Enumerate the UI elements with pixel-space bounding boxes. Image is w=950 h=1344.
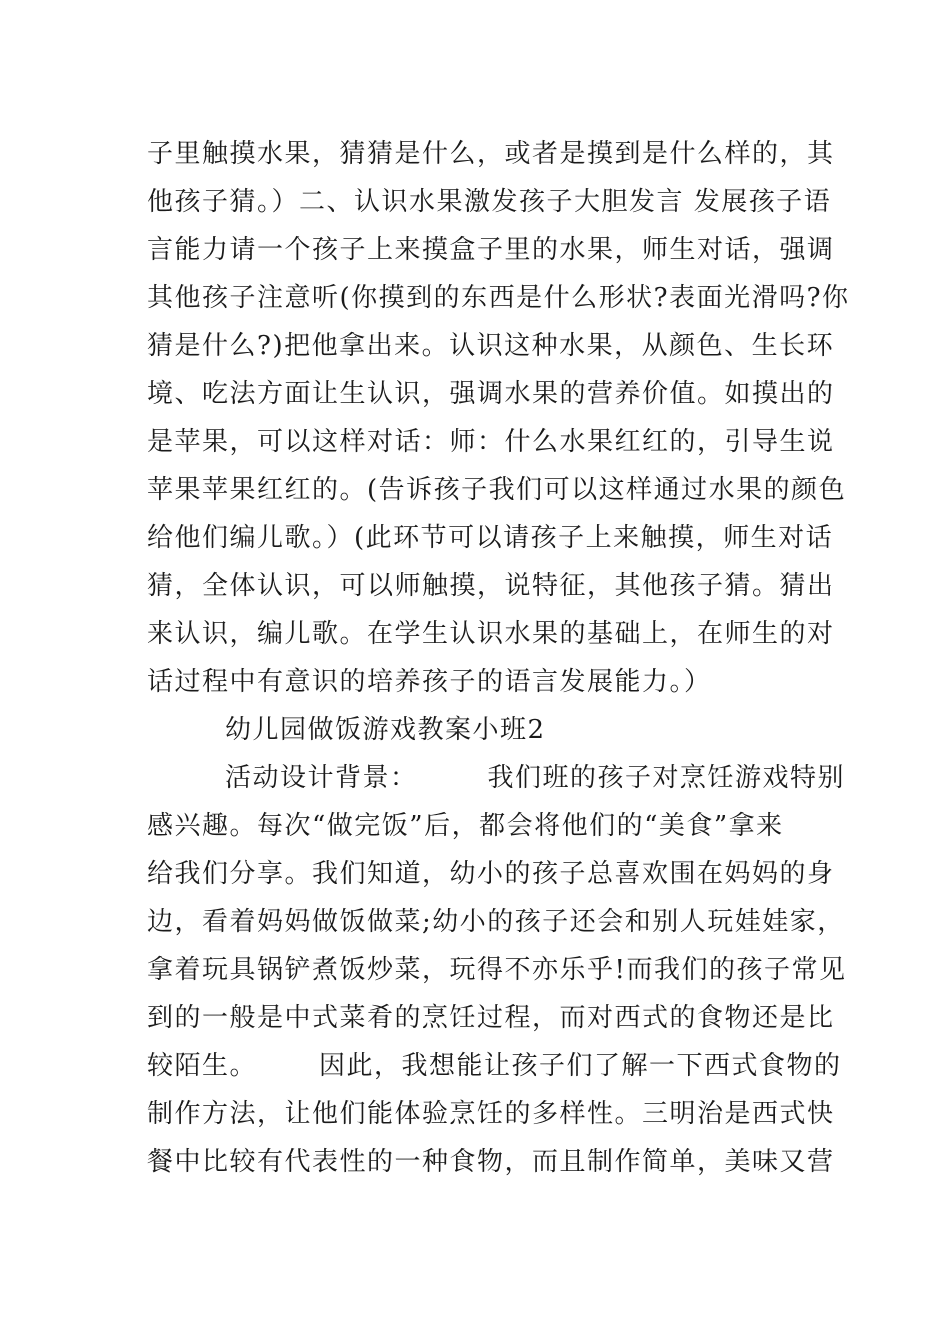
background-line (147, 754, 846, 802)
text-line: 拿着玩具锅铲煮饭炒菜，玩得不亦乐乎!而我们的孩子常见 (147, 955, 847, 985)
text-line: 制作方法，让他们能体验烹饪的多样性。三明治是西式快 (147, 1099, 835, 1129)
text-line: 餐中比较有代表性的一种食物，而且制作简单，美味又营 (147, 1147, 835, 1177)
document-body (147, 130, 850, 1186)
text-line: 边，看着妈妈做饭做菜;幼小的孩子还会和别人玩娃娃家， (147, 907, 845, 937)
text-line: 境、吃法方面让生认识，强调水果的营养价值。如摸出的 (147, 379, 835, 409)
text-line: 猜是什么?)把他拿出来。认识这种水果，从颜色、生长环 (147, 331, 835, 361)
text-line: 给我们分享。我们知道，幼小的孩子总喜欢围在妈妈的身 (147, 859, 835, 889)
text-line-with-continuation (147, 1042, 842, 1090)
section-label: 活动设计背景： (225, 763, 418, 793)
text-line: 是苹果，可以这样对话：师：什么水果红红的，引导生说 (147, 427, 835, 457)
line-continuation: 因此，我想能让孩子们了解一下西式食物的 (319, 1051, 842, 1081)
text-line: 给他们编儿歌。）(此环节可以请孩子上来触摸，师生对话 (147, 523, 834, 553)
text-line: 感兴趣。每次“做完饭”后，都会将他们的“美食”拿来 (147, 811, 784, 841)
text-line: 其他孩子注意听(你摸到的东西是什么形状?表面光滑吗?你 (147, 283, 850, 313)
line-start: 较陌生。 (147, 1051, 258, 1081)
text-line: 言能力请一个孩子上来摸盒子里的水果，师生对话，强调 (147, 235, 835, 265)
section-first-text: 我们班的孩子对烹饪游戏特别 (487, 763, 846, 793)
text-line: 来认识，编儿歌。在学生认识水果的基础上，在师生的对 (147, 619, 835, 649)
text-line: 猜，全体认识，可以师触摸，说特征，其他孩子猜。猜出 (147, 571, 835, 601)
text-line: 话过程中有意识的培养孩子的语言发展能力。） (147, 667, 712, 697)
text-line: 子里触摸水果，猜猜是什么，或者是摸到是什么样的，其 (147, 139, 835, 169)
text-line: 他孩子猜。）二、认识水果激发孩子大胆发言 发展孩子语 (147, 187, 832, 217)
section-heading: 幼儿园做饭游戏教案小班2 (225, 715, 546, 745)
text-line: 苹果苹果红红的。(告诉孩子我们可以这样通过水果的颜色 (147, 475, 847, 505)
text-line: 到的一般是中式菜肴的烹饪过程，而对西式的食物还是比 (147, 1003, 835, 1033)
